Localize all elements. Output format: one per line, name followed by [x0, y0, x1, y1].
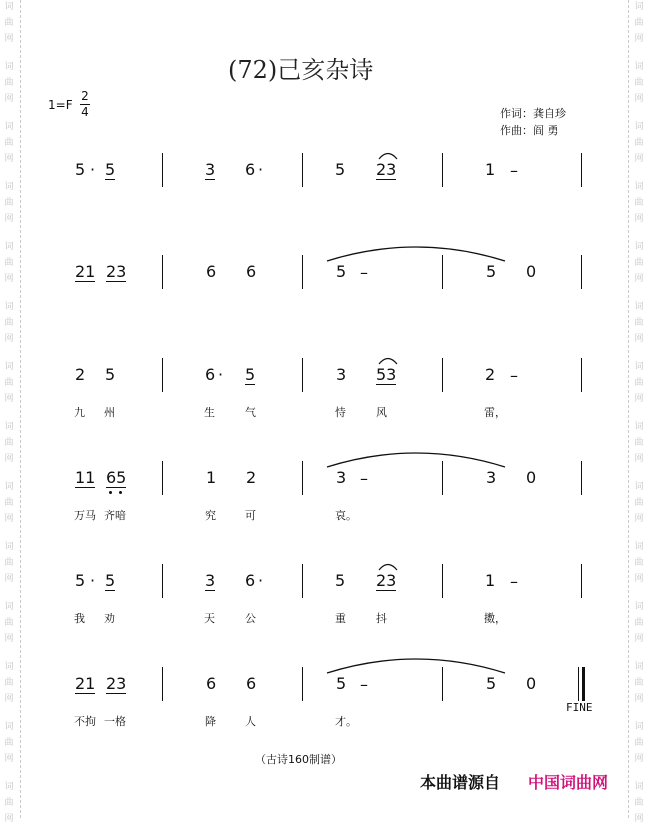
note: 6 [246, 262, 257, 281]
watermark-char: 曲 [634, 678, 644, 688]
bar-line [581, 564, 582, 598]
slur-mark [378, 355, 398, 365]
watermark-char: 曲 [634, 318, 644, 328]
watermark-char: 曲 [4, 618, 14, 628]
note: 2 [246, 468, 257, 487]
bar-line [302, 461, 303, 495]
watermark-char: 词 [634, 302, 644, 312]
augmentation-dot: · [218, 365, 224, 384]
watermark-char: 网 [634, 574, 644, 584]
note: 3 [205, 571, 216, 590]
watermark-char: 词 [4, 602, 14, 612]
watermark-char: 网 [634, 694, 644, 704]
lyricist-credit: 作词：龚自珍 [500, 107, 566, 120]
final-bar-thin [578, 667, 579, 701]
watermark-char: 曲 [634, 438, 644, 448]
bar-line [162, 667, 163, 701]
watermark-char: 词 [634, 542, 644, 552]
note: 5 [486, 262, 497, 281]
watermark-char: 词 [4, 242, 14, 252]
dash: – [360, 469, 368, 488]
bar-line [302, 255, 303, 289]
watermark-char: 网 [4, 274, 14, 284]
bar-line [581, 153, 582, 187]
watermark-char: 曲 [634, 738, 644, 748]
watermark-char: 曲 [634, 198, 644, 208]
rest: 0 [526, 262, 537, 281]
watermark-char: 词 [634, 362, 644, 372]
note: 5 [336, 674, 347, 693]
note: 5 [105, 160, 116, 179]
note: 6 [206, 674, 217, 693]
watermark-char: 网 [634, 274, 644, 284]
watermark-char: 曲 [634, 18, 644, 28]
watermark-char: 网 [634, 514, 644, 524]
watermark-char: 词 [634, 482, 644, 492]
lyric: 才。 [335, 715, 357, 728]
lyric: 不拘 [74, 715, 96, 728]
watermark-char: 曲 [4, 18, 14, 28]
lyric: 气 [245, 406, 256, 419]
note: 53 [376, 365, 397, 384]
note: 5 [486, 674, 497, 693]
note: 5 [335, 160, 346, 179]
watermark-char: 网 [634, 334, 644, 344]
watermark-char: 词 [4, 362, 14, 372]
watermark-char: 词 [4, 62, 14, 72]
watermark-char: 网 [4, 814, 14, 824]
watermark-char: 网 [634, 94, 644, 104]
watermark-char: 词 [634, 122, 644, 132]
slur-mark [378, 150, 398, 160]
watermark-char: 网 [4, 754, 14, 764]
watermark-char: 词 [4, 482, 14, 492]
watermark-char: 网 [4, 574, 14, 584]
watermark-char: 词 [4, 2, 14, 12]
watermark-char: 网 [634, 214, 644, 224]
bar-line [302, 667, 303, 701]
watermark-char: 词 [4, 662, 14, 672]
note: 6 [246, 674, 257, 693]
watermark-char: 曲 [634, 78, 644, 88]
watermark-char: 网 [4, 514, 14, 524]
watermark-char: 词 [634, 422, 644, 432]
lyric: 恃 [335, 406, 346, 419]
watermark-char: 词 [634, 722, 644, 732]
bar-line [302, 564, 303, 598]
watermark-char: 网 [634, 34, 644, 44]
note: 5 [336, 262, 347, 281]
watermark-char: 曲 [4, 318, 14, 328]
bar-line [162, 358, 163, 392]
note: 5 [335, 571, 346, 590]
tie-mark [326, 243, 506, 263]
note: 6 [205, 365, 216, 384]
note: 11 [75, 468, 96, 487]
watermark-char: 词 [634, 782, 644, 792]
lyric: 我 [74, 612, 85, 625]
watermark-char: 词 [4, 782, 14, 792]
watermark-right [632, 0, 646, 824]
lyric: 九 [74, 406, 85, 419]
watermark-char: 曲 [4, 258, 14, 268]
augmentation-dot: · [90, 160, 96, 179]
watermark-char: 曲 [4, 198, 14, 208]
fine-marking: FINE [566, 701, 593, 714]
bar-line [162, 255, 163, 289]
watermark-char: 曲 [4, 738, 14, 748]
final-bar-thick [582, 667, 585, 701]
note: 23 [106, 262, 127, 281]
note: 23 [106, 674, 127, 693]
note: 65 [106, 468, 127, 487]
dash: – [360, 263, 368, 282]
watermark-char: 曲 [634, 258, 644, 268]
watermark-char: 词 [4, 302, 14, 312]
lyric: 风 [376, 406, 387, 419]
dash: – [510, 161, 518, 180]
bar-line [162, 564, 163, 598]
augmentation-dot: · [258, 160, 264, 179]
watermark-char: 曲 [4, 378, 14, 388]
watermark-char: 词 [4, 122, 14, 132]
watermark-char: 曲 [4, 78, 14, 88]
low-octave-dot [119, 491, 122, 494]
watermark-char: 词 [634, 2, 644, 12]
bar-line [442, 153, 443, 187]
time-signature-bottom: 4 [81, 105, 89, 119]
watermark-char: 词 [634, 602, 644, 612]
watermark-char: 词 [634, 62, 644, 72]
watermark-char: 词 [634, 182, 644, 192]
bar-line [442, 564, 443, 598]
watermark-char: 网 [4, 634, 14, 644]
lyric: 一格 [104, 715, 126, 728]
watermark-char: 网 [4, 154, 14, 164]
composer-credit: 作曲：阎 勇 [500, 124, 559, 137]
bar-line [581, 255, 582, 289]
dash: – [510, 366, 518, 385]
lyric: 人 [245, 715, 256, 728]
watermark-char: 网 [4, 214, 14, 224]
watermark-char: 曲 [4, 438, 14, 448]
watermark-char: 网 [4, 694, 14, 704]
dash: – [360, 675, 368, 694]
bar-line [442, 667, 443, 701]
watermark-char: 网 [4, 394, 14, 404]
lyric: 降 [205, 715, 216, 728]
source-note: （古诗160制谱） [255, 753, 342, 766]
note: 6 [206, 262, 217, 281]
watermark-char: 曲 [634, 798, 644, 808]
bar-line [302, 358, 303, 392]
watermark-char: 网 [634, 814, 644, 824]
note: 21 [75, 674, 96, 693]
watermark-char: 网 [4, 334, 14, 344]
augmentation-dot: · [90, 571, 96, 590]
low-octave-dot [109, 491, 112, 494]
note: 1 [485, 571, 496, 590]
tie-mark [326, 449, 506, 469]
note: 1 [485, 160, 496, 179]
note: 5 [75, 571, 86, 590]
watermark-char: 网 [4, 454, 14, 464]
bar-line [442, 461, 443, 495]
watermark-char: 网 [634, 634, 644, 644]
lyric: 劝 [104, 612, 115, 625]
watermark-char: 网 [634, 454, 644, 464]
lyric: 重 [335, 612, 346, 625]
note: 3 [486, 468, 497, 487]
watermark-char: 网 [4, 34, 14, 44]
lyric: 究 [205, 509, 216, 522]
note: 2 [75, 365, 86, 384]
note: 5 [105, 571, 116, 590]
watermark-char: 网 [634, 154, 644, 164]
lyric: 万马 [74, 509, 96, 522]
key-signature: 1=F [48, 98, 73, 112]
watermark-char: 曲 [634, 138, 644, 148]
watermark-left [2, 0, 16, 824]
note: 3 [336, 365, 347, 384]
lyric: 公 [245, 612, 256, 625]
footer-source-label: 本曲谱源自 [420, 773, 501, 792]
watermark-char: 词 [4, 542, 14, 552]
lyric: 抖 [376, 612, 387, 625]
lyric: 齐喑 [104, 509, 126, 522]
augmentation-dot: · [258, 571, 264, 590]
note: 3 [205, 160, 216, 179]
watermark-char: 网 [634, 394, 644, 404]
lyric: 擞， [484, 612, 506, 625]
bar-line [302, 153, 303, 187]
note: 5 [75, 160, 86, 179]
tie-mark [326, 655, 506, 675]
rest: 0 [526, 674, 537, 693]
watermark-char: 曲 [634, 498, 644, 508]
note: 21 [75, 262, 96, 281]
watermark-char: 曲 [4, 498, 14, 508]
bar-line [581, 358, 582, 392]
note: 5 [245, 365, 256, 384]
note: 2 [485, 365, 496, 384]
watermark-char: 曲 [4, 558, 14, 568]
slur-mark [378, 561, 398, 571]
watermark-char: 词 [4, 722, 14, 732]
watermark-char: 词 [4, 182, 14, 192]
note: 3 [336, 468, 347, 487]
time-signature-top: 2 [81, 89, 89, 103]
lyric: 天 [204, 612, 215, 625]
watermark-char: 网 [4, 94, 14, 104]
lyric: 生 [204, 406, 215, 419]
note: 6 [245, 160, 256, 179]
watermark-char: 曲 [634, 618, 644, 628]
watermark-char: 曲 [634, 378, 644, 388]
lyric: 州 [104, 406, 115, 419]
bar-line [442, 255, 443, 289]
watermark-char: 曲 [4, 678, 14, 688]
bar-line [442, 358, 443, 392]
watermark-char: 词 [634, 242, 644, 252]
rest: 0 [526, 468, 537, 487]
watermark-char: 曲 [634, 558, 644, 568]
note: 6 [245, 571, 256, 590]
bar-line [581, 461, 582, 495]
song-title: (72)己亥杂诗 [228, 56, 374, 84]
watermark-char: 曲 [4, 138, 14, 148]
lyric: 哀。 [335, 509, 357, 522]
footer-site-link[interactable]: 中国词曲网 [528, 773, 609, 792]
note: 23 [376, 571, 397, 590]
watermark-char: 曲 [4, 798, 14, 808]
bar-line [162, 461, 163, 495]
watermark-char: 词 [4, 422, 14, 432]
dash: – [510, 572, 518, 591]
bar-line [162, 153, 163, 187]
note: 1 [206, 468, 217, 487]
watermark-char: 词 [634, 662, 644, 672]
lyric: 可 [245, 509, 256, 522]
note: 23 [376, 160, 397, 179]
lyric: 雷， [484, 406, 506, 419]
watermark-char: 网 [634, 754, 644, 764]
note: 5 [105, 365, 116, 384]
